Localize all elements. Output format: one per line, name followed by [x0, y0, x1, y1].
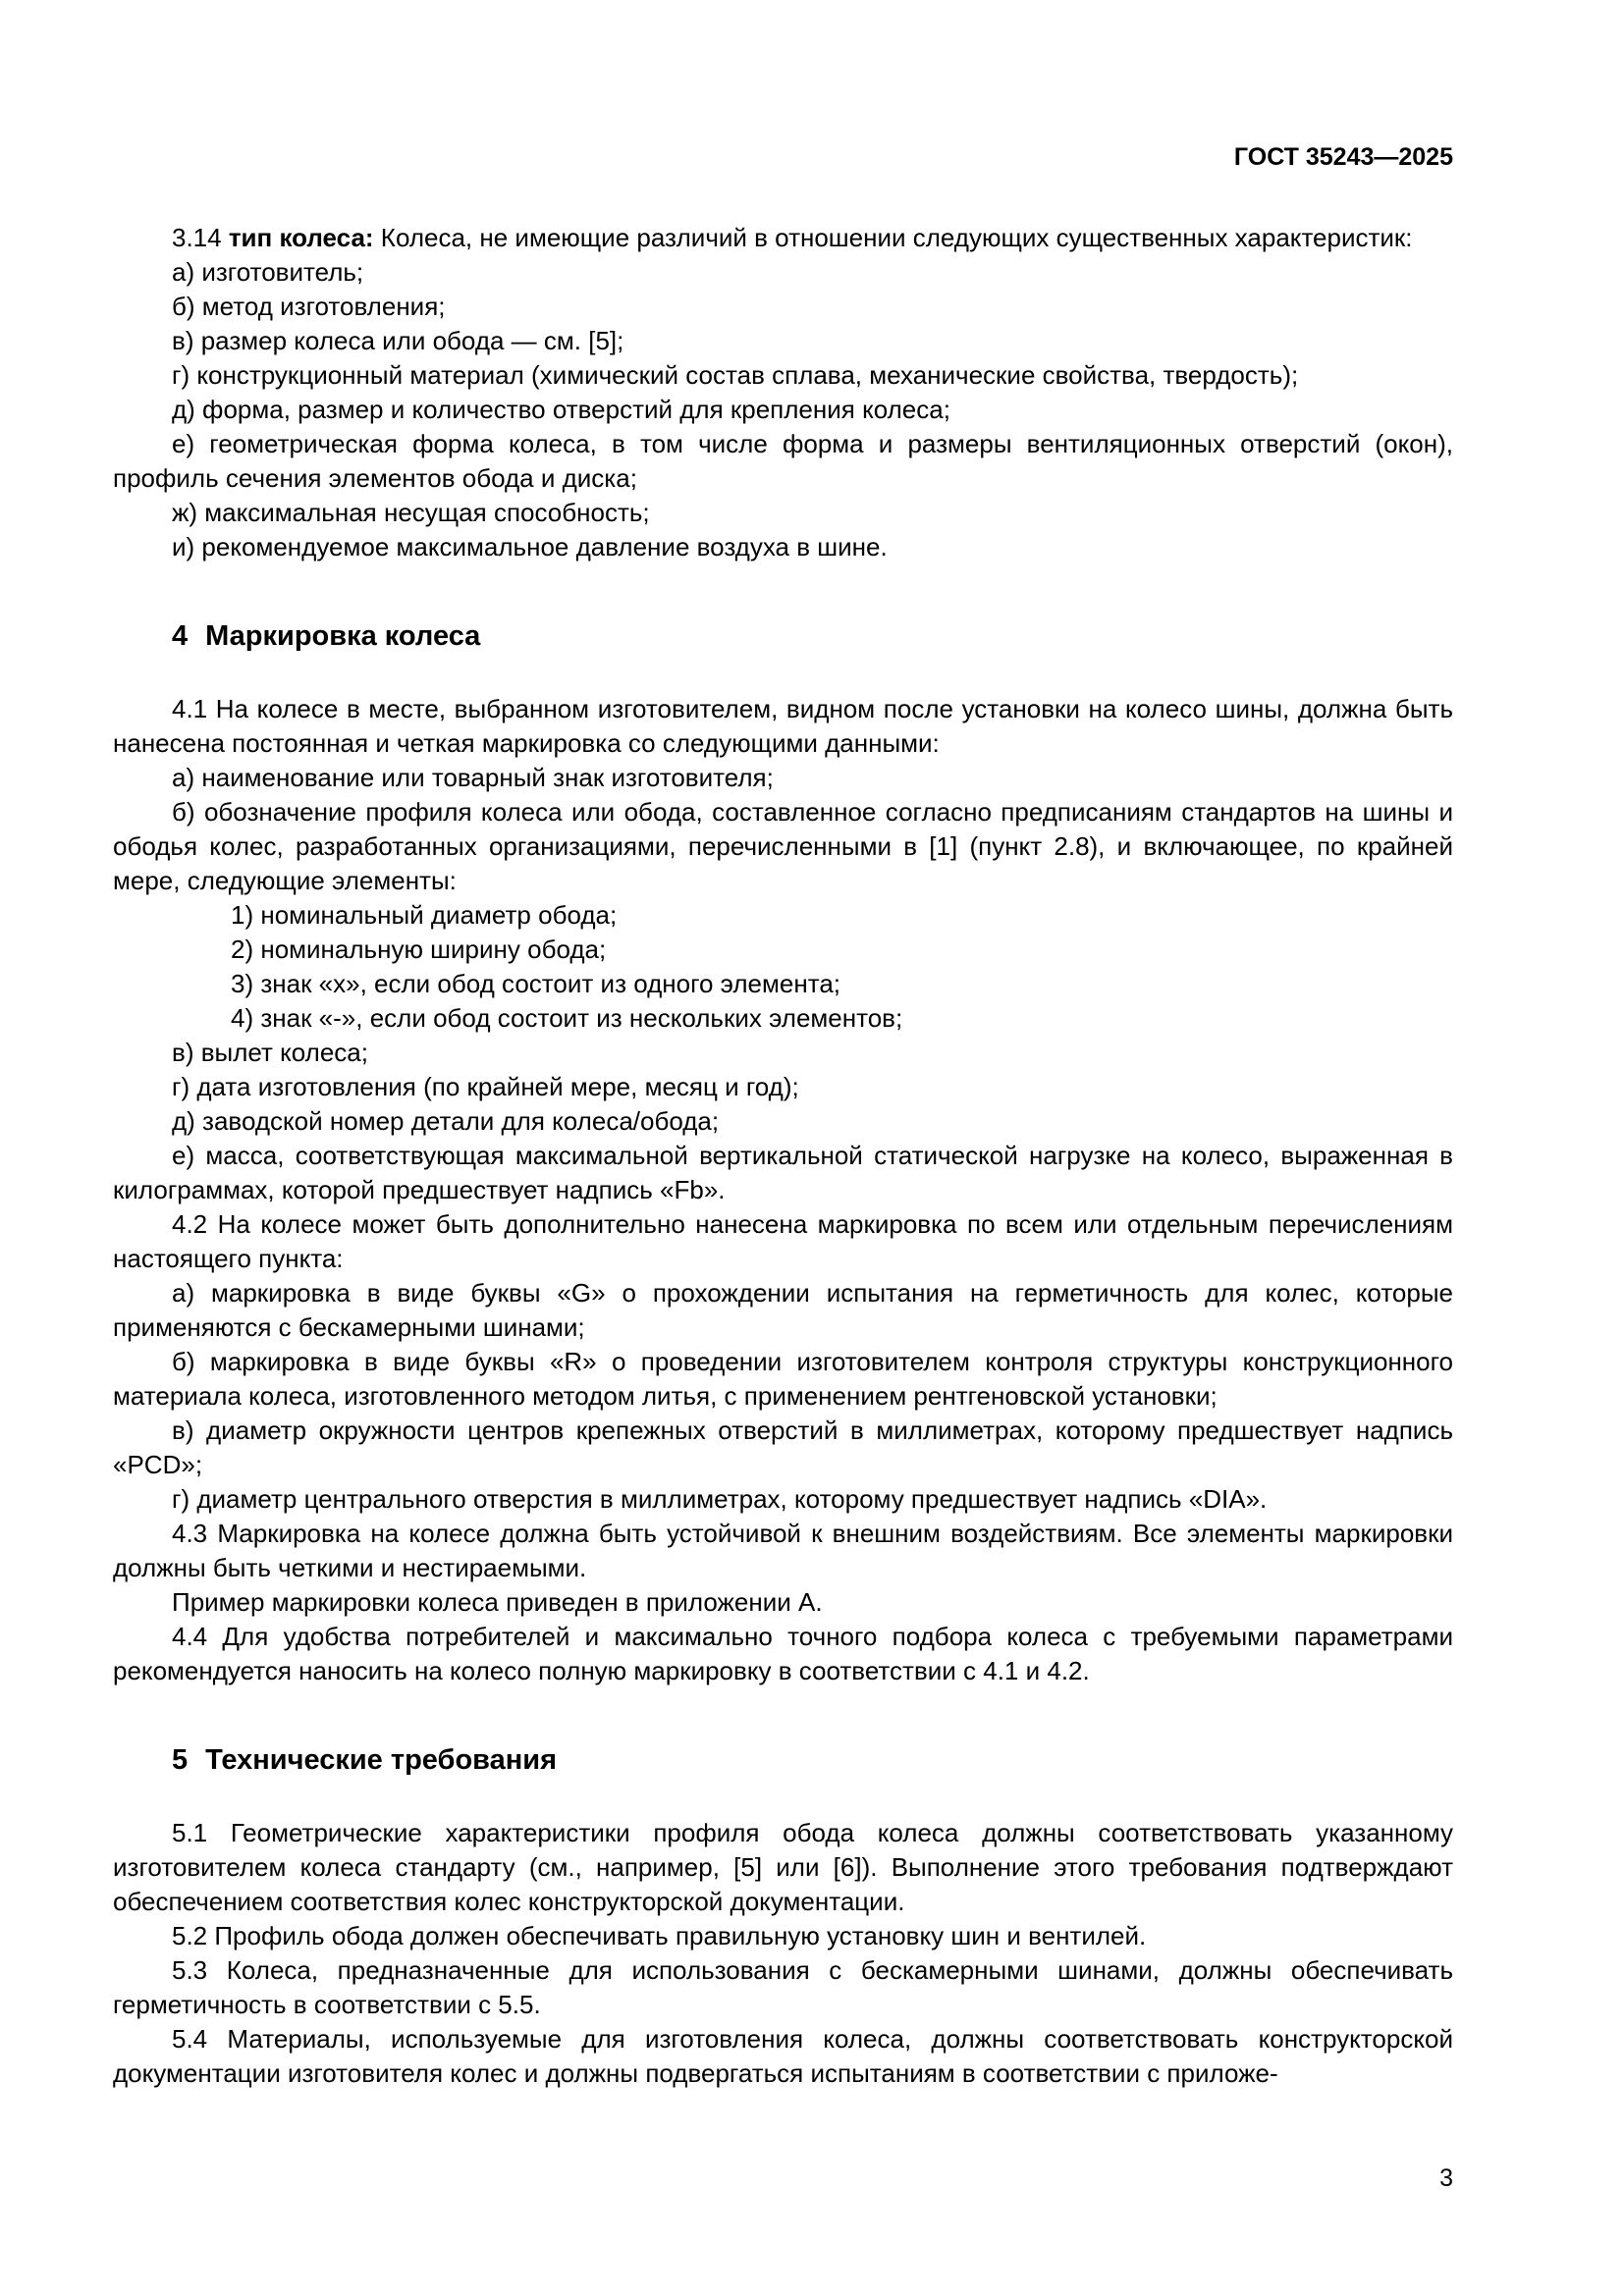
paragraph — [113, 1816, 1453, 1919]
text-run: Пример маркировки колеса приведен в приложении А. — [172, 1587, 823, 1617]
text-run: 3) знак «х», если обод состоит из одного элемента; — [231, 969, 841, 998]
text-run: г) конструкционный материал (химический состав сплава, механические свойства, твердость); — [172, 360, 1299, 390]
list-item — [113, 1482, 1453, 1517]
text-run: в) вылет колеса; — [172, 1038, 368, 1067]
text-run: 2) номинальную ширину обода; — [231, 934, 607, 964]
text-run: ж) максимальная несущая способность; — [172, 498, 650, 527]
text-run: 4.2 На колесе может быть дополнительно нанесена маркировка по всем или отдельным перечислениям настоящего пункта: — [113, 1209, 1453, 1273]
sub-list-item — [113, 933, 1453, 967]
list-item — [113, 496, 1453, 530]
text-run: б) метод изготовления; — [172, 292, 446, 321]
list-item — [113, 1345, 1453, 1414]
text-run: а) маркировка в виде буквы «G» о прохождении испытания на герметичность для колес, которые применяются с бескамерными шинами; — [113, 1278, 1453, 1342]
paragraph — [113, 1207, 1453, 1276]
text-run: Колеса, не имеющие различий в отношении следующих существенных характеристик: — [373, 223, 1413, 252]
text-run: б) маркировка в виде буквы «R» о проведении изготовителем контроля структуры конструкционного материала колеса, изготовленного методом литья, с применением рентгеновской установки; — [113, 1347, 1453, 1411]
text-run: г) дата изготовления (по крайней мере, месяц и год); — [172, 1072, 799, 1101]
section-heading — [113, 1741, 1453, 1779]
list-item — [113, 427, 1453, 496]
text-run: 5.2 Профиль обода должен обеспечивать правильную установку шин и вентилей. — [172, 1921, 1147, 1950]
list-item — [113, 393, 1453, 427]
list-item — [113, 530, 1453, 564]
page-number: 3 — [1439, 2164, 1453, 2192]
text-run: 4.4 Для удобства потребителей и максимально точного подбора колеса с требуемыми параметрами рекомендуется наносить на колесо полную маркировку в соответствии с 4.1 и 4.2. — [113, 1622, 1453, 1685]
paragraph — [113, 1919, 1453, 1953]
text-run: а) изготовитель; — [172, 257, 364, 287]
list-item — [113, 358, 1453, 393]
text-run: 1) номинальный диаметр обода; — [231, 900, 618, 930]
paragraph — [113, 221, 1453, 255]
list-item — [113, 1276, 1453, 1345]
paragraph — [113, 1517, 1453, 1585]
list-item — [113, 1070, 1453, 1104]
list-item — [113, 255, 1453, 290]
text-run: г) диаметр центрального отверстия в миллиметрах, которому предшествует надпись «DIA». — [172, 1484, 1268, 1514]
text-run: 4) знак «-», если обод состоит из нескольких элементов; — [231, 1003, 903, 1033]
sub-list-item — [113, 1001, 1453, 1036]
list-item — [113, 290, 1453, 324]
text-run: 4.3 Маркировка на колесе должна быть устойчивой к внешним воздействиям. Все элементы маркировки должны быть четкими и нестираемыми. — [113, 1519, 1453, 1582]
text-run: а) наименование или товарный знак изготовителя; — [172, 763, 774, 792]
text-run: д) заводской номер детали для колеса/обода; — [172, 1106, 720, 1136]
list-item — [113, 1036, 1453, 1070]
text-run: д) форма, размер и количество отверстий для крепления колеса; — [172, 395, 950, 424]
list-item — [113, 324, 1453, 358]
text-run: 5.1 Геометрические характеристики профиля обода колеса должны соответствовать указанному изготовителем колеса стандарту (см., например, [5] или [6]). Выполнение этого требования подтверждают обеспечением соответствия колес конструкторской документации. — [113, 1818, 1453, 1916]
text-run: 3.14 — [172, 223, 229, 252]
bold-text-run: тип колеса: — [228, 223, 374, 252]
list-item — [113, 761, 1453, 795]
text-run: 5.4 Материалы, используемые для изготовления колеса, должны соответствовать конструкторской документации изготовителя колес и должны подвергаться испытаниям в соответствии с приложе- — [113, 2024, 1453, 2088]
section-heading — [113, 617, 1453, 655]
sub-list-item — [113, 898, 1453, 933]
text-run: в) диаметр окружности центров крепежных отверстий в миллиметрах, которому предшествует надпись «PCD»; — [113, 1415, 1453, 1479]
paragraph — [113, 2022, 1453, 2091]
text-run: е) геометрическая форма колеса, в том числе форма и размеры вентиляционных отверстий (окон), профиль сечения элементов обода и диска; — [113, 429, 1453, 493]
sub-list-item — [113, 967, 1453, 1001]
text-run: б) обозначение профиля колеса или обода, составленное согласно предписаниям стандартов на шины и ободья колес, разработанных организациями, перечисленными в [1] (пункт 2.8), и включающее, по крайней мере, следующие элементы: — [113, 797, 1453, 895]
text-run: в) размер колеса или обода — см. [5]; — [172, 326, 624, 355]
document-body — [113, 221, 1453, 2091]
text-run: и) рекомендуемое максимальное давление воздуха в шине. — [172, 532, 888, 561]
list-item — [113, 1414, 1453, 1482]
text-run: е) масса, соответствующая максимальной вертикальной статической нагрузке на колесо, выраженная в килограммах, которой предшествует надпись «Fb». — [113, 1141, 1453, 1204]
paragraph — [113, 1953, 1453, 2022]
section-number: 5 — [172, 1744, 189, 1776]
paragraph — [113, 1585, 1453, 1620]
text-run: 5.3 Колеса, предназначенные для использования с бескамерными шинами, должны обеспечивать герметичность в соответствии с 5.5. — [113, 1955, 1453, 2019]
section-title: Маркировка колеса — [205, 620, 481, 652]
list-item — [113, 1139, 1453, 1207]
list-item — [113, 795, 1453, 898]
paragraph — [113, 1620, 1453, 1688]
list-item — [113, 1104, 1453, 1139]
paragraph — [113, 692, 1453, 761]
text-run: 4.1 На колесе в месте, выбранном изготовителем, видном после установки на колесо шины, должна быть нанесена постоянная и четкая маркировка со следующими данными: — [113, 694, 1453, 758]
running-header-doc-number: ГОСТ 35243—2025 — [1233, 143, 1453, 171]
section-title: Технические требования — [205, 1744, 557, 1776]
section-number: 4 — [172, 620, 189, 652]
